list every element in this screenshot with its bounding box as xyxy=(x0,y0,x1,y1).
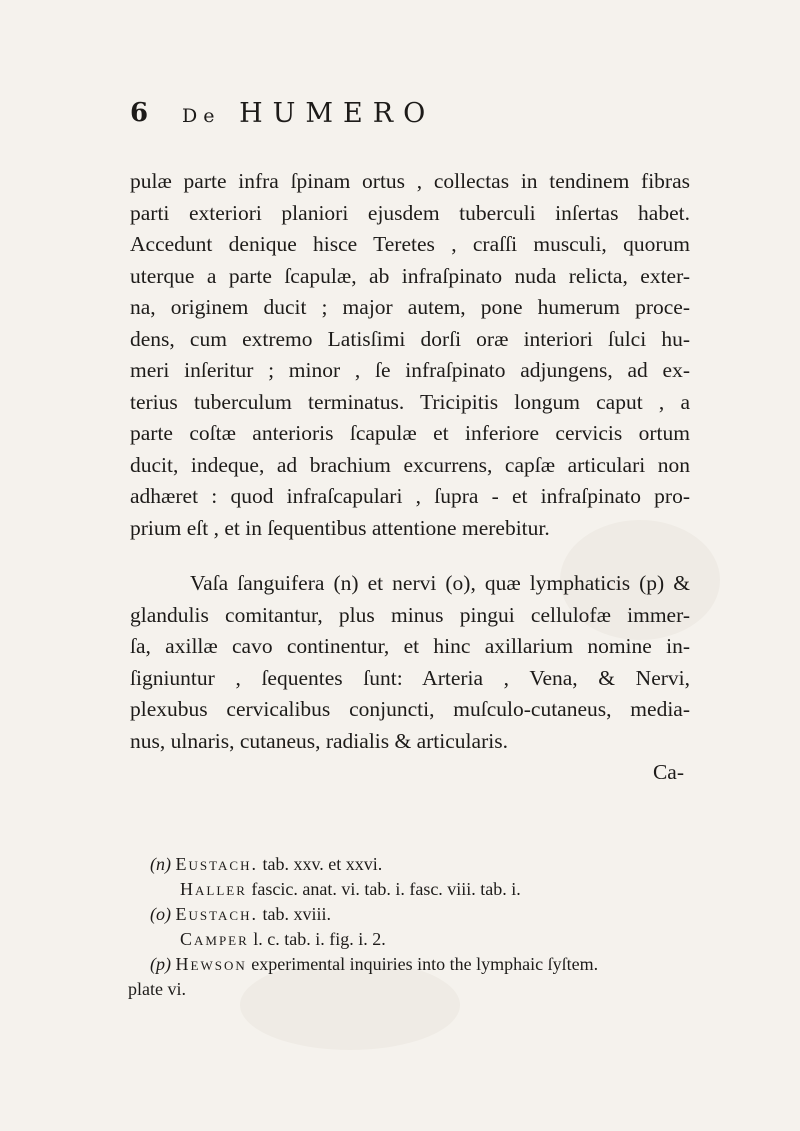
footnote-mark: (n) xyxy=(150,854,171,874)
catchword: Ca- xyxy=(652,760,684,784)
footnote-author: Haller xyxy=(180,879,247,899)
text-line: glandulis comitantur, plus minus pingui cellulofæ immer- xyxy=(130,602,690,627)
page-header xyxy=(130,98,690,134)
footnote-author: Eustach. xyxy=(175,904,258,924)
text-line: plexubus cervicalibus conjuncti, muſculo-cutaneus, media- xyxy=(130,697,690,721)
text-line: dens, cum extremo Latisſimi dorſi oræ interiori ſulci hu- xyxy=(130,326,690,351)
text-line: na, originem ducit ; major autem, pone humerum proce- xyxy=(130,295,690,319)
main-text xyxy=(130,166,690,789)
footnote-author: Hewson xyxy=(175,954,247,974)
footnote-author: Eustach. xyxy=(175,854,258,874)
running-head-title: HUMERO xyxy=(239,98,436,129)
running-head-prefix: De xyxy=(182,105,221,127)
text-line: ſa, axillæ cavo continentur, et hinc axillarium nomine in- xyxy=(130,634,690,658)
footnote-line xyxy=(150,952,690,977)
text-line: parti exteriori planiori ejusdem tuberculi inſertas habet. xyxy=(130,200,690,225)
footnote-text: tab. xxv. et xxvi. xyxy=(262,854,383,874)
text-line: ſigniuntur , ſequentes ſunt: Arteria , Vena, & Nervi, xyxy=(130,665,690,690)
text-line: ducit, indeque, ad brachium excurrens, capſæ articulari non xyxy=(130,452,690,477)
running-head xyxy=(182,98,435,129)
text-line: nus, ulnaris, cutaneus, radialis & articularis. xyxy=(130,728,508,753)
paragraph-2 xyxy=(130,568,690,757)
footnote-line xyxy=(150,902,690,927)
footnote-line xyxy=(150,852,690,877)
text-line: parte coſtæ anterioris ſcapulæ et inferiore cervicis ortum xyxy=(130,421,690,445)
text-line: pulæ parte infra ſpinam ortus , collectas in tendinem fibras xyxy=(130,169,690,193)
footnote-author: Camper xyxy=(180,929,249,949)
footnote-text: tab. xviii. xyxy=(262,904,331,924)
paragraph-spacer xyxy=(130,544,690,568)
footnote-mark: (o) xyxy=(150,904,171,924)
footnote-line xyxy=(128,977,690,1002)
text-line: meri inſeritur ; minor , ſe infraſpinato adjungens, ad ex- xyxy=(130,358,690,382)
footnote-text: l. c. tab. i. fig. i. 2. xyxy=(253,929,386,949)
footnote-text: experimental inquiries into the lymphaic ſyſtem. xyxy=(251,954,599,974)
text-line: Vaſa ſanguifera (n) et nervi (o), quæ lymphaticis (p) & xyxy=(190,571,690,595)
footnote-line xyxy=(150,927,690,952)
page-number: 6 xyxy=(130,98,150,128)
text-line: adhæret : quod infraſcapulari , ſupra - et infraſpinato pro- xyxy=(130,484,690,508)
text-line: terius tuberculum terminatus. Tricipitis longum caput , a xyxy=(130,389,690,414)
footnotes xyxy=(128,852,690,1002)
paragraph-1 xyxy=(130,166,690,544)
text-line: uterque a parte ſcapulæ, ab infraſpinato nuda relicta, exter- xyxy=(130,263,690,288)
text-line: Accedunt denique hisce Teretes , craſſi musculi, quorum xyxy=(130,232,690,256)
footnote-text: fascic. anat. vi. tab. i. fasc. viii. tab. i. xyxy=(251,879,521,899)
footnote-text: plate vi. xyxy=(128,979,186,999)
footnote-mark: (p) xyxy=(150,954,171,974)
text-line: prium eſt , et in ſequentibus attentione merebitur. xyxy=(130,515,550,540)
footnote-line xyxy=(150,877,690,902)
